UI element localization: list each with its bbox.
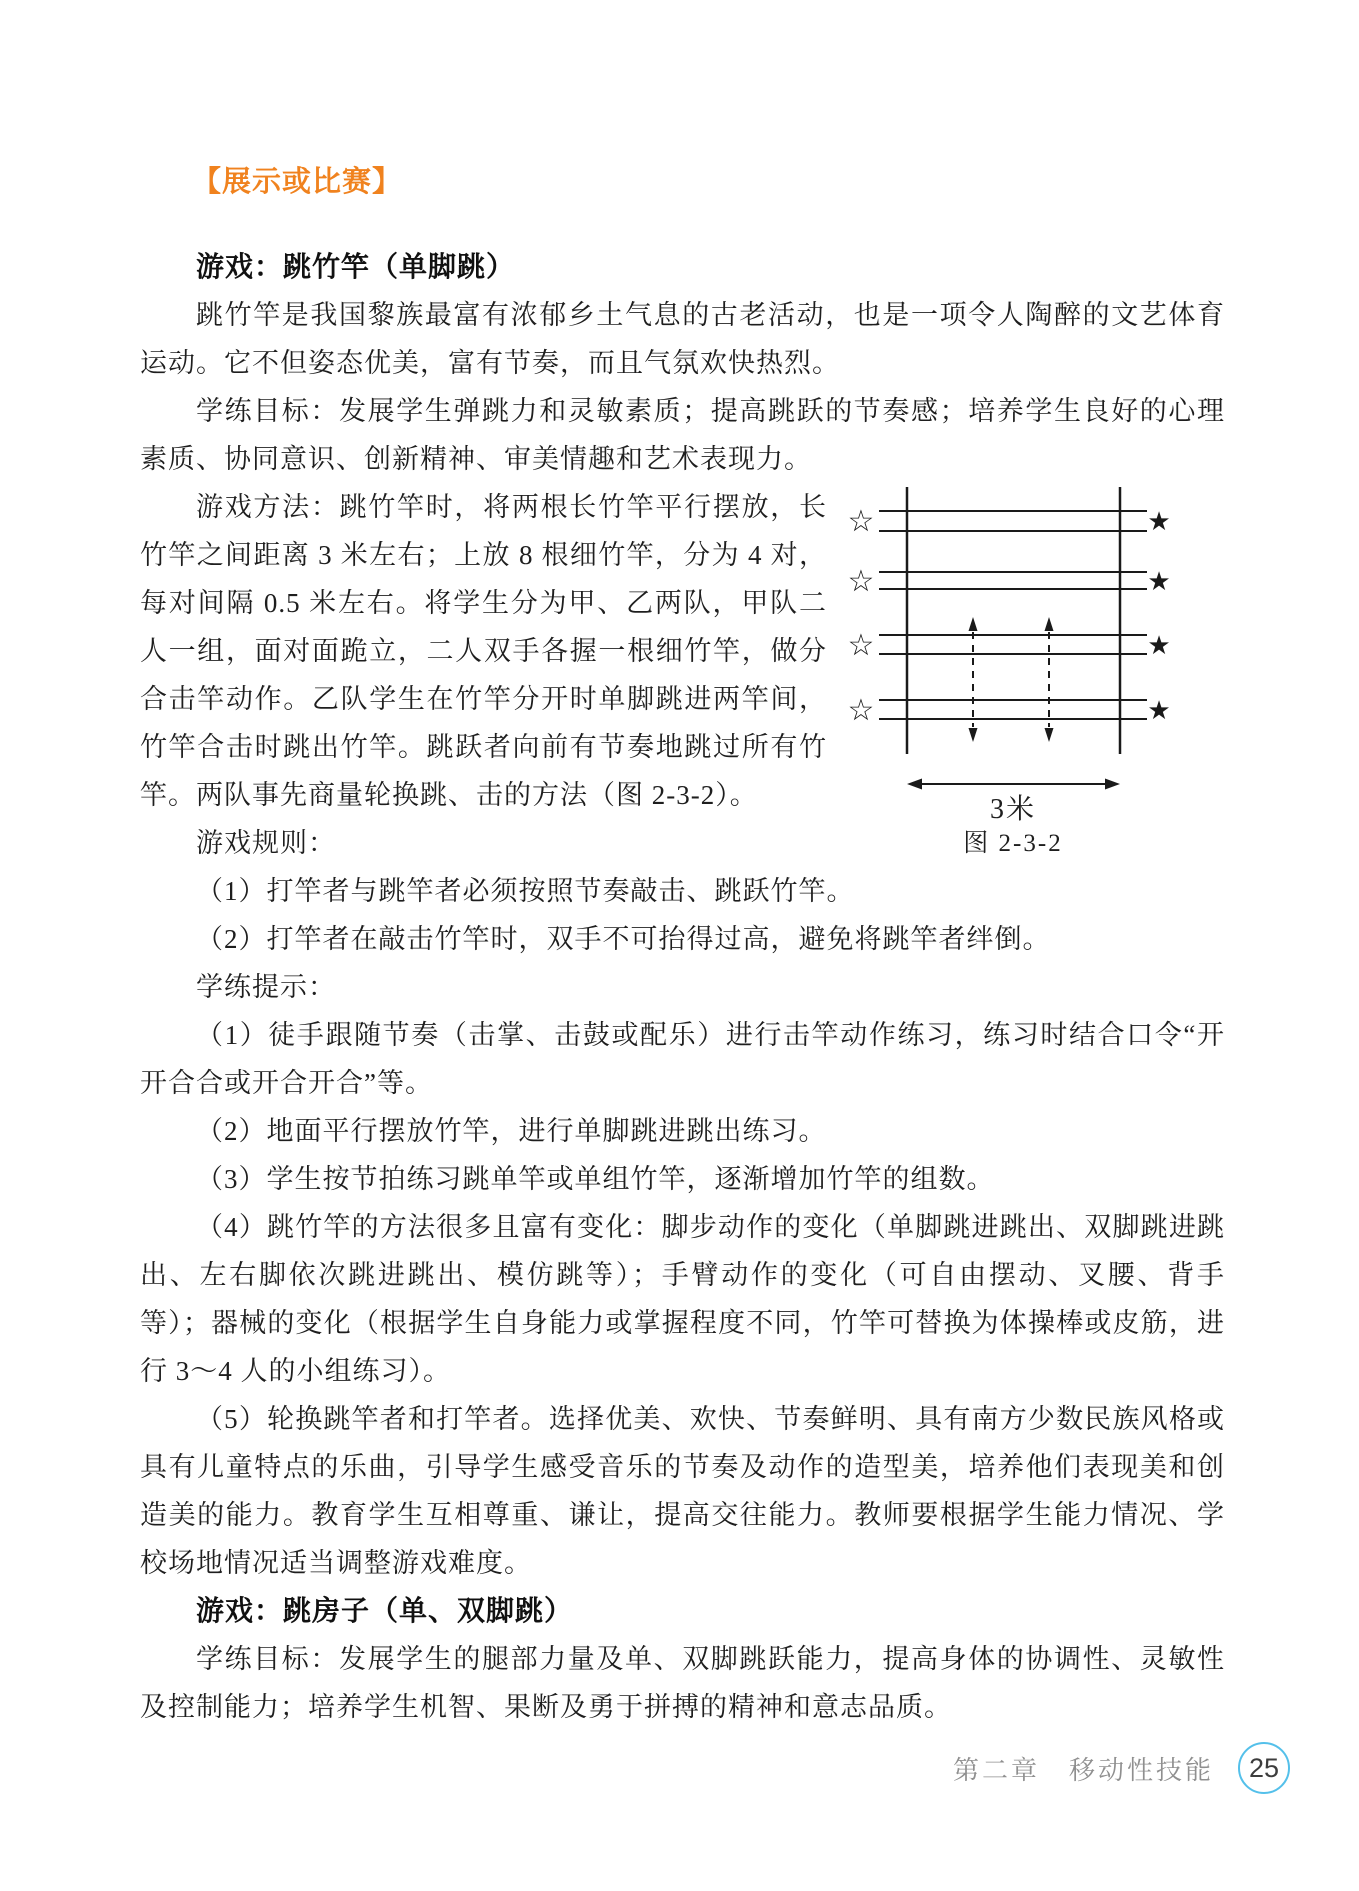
game1-method-paragraph: 游戏方法：跳竹竿时，将两根长竹竿平行摆放，长竹竿之间距离 3 米左右；上放 8 根细竹竿，分为 4 对，每对间隔 0.5 米左右。将学生分为甲、乙两队，甲队二人一组，面对面跪立，二人双手各握一根细竹竿，做分合击竿动作。乙队学生在竹竿分开时单脚跳进两竿间，竹竿合击时跳出竹竿。跳跃者向前有节奏地跳过所有竹竿。两队事先商量轮换跳、击的方法（图 2-3-2）。: [140, 492, 827, 810]
page-number-badge: 25: [1238, 1742, 1290, 1794]
distance-arrow: [907, 779, 1120, 790]
filled-star-icon: ★: [1147, 631, 1171, 661]
rule-item: （1）打竿者与跳竿者必须按照节奏敲击、跳跃竹竿。: [196, 876, 855, 906]
rules-heading: 游戏规则：: [196, 828, 336, 858]
game2-title: 游戏：跳房子（单、双脚跳）: [196, 1595, 574, 1626]
open-star-icon: ☆: [847, 504, 875, 539]
filled-star-icon: ★: [1147, 696, 1171, 726]
filled-star-icon: ★: [1147, 567, 1171, 597]
section-tag: 【展示或比赛】: [192, 166, 403, 198]
page-footer: [0, 1742, 1290, 1794]
open-star-icon: ☆: [847, 628, 875, 663]
game1-title: 游戏：跳竹竿（单脚跳）: [196, 251, 516, 282]
open-star-icon: ☆: [847, 693, 875, 728]
tip-item: （2）地面平行摆放竹竿，进行单脚跳进跳出练习。: [196, 1116, 827, 1146]
chapter-label: 第二章 移动性技能: [952, 1754, 1214, 1785]
figure-caption: 图 2-3-2: [963, 830, 1063, 855]
distance-label: 3米: [989, 794, 1037, 825]
figure-2-3-2: [837, 487, 1225, 855]
game2-goals-paragraph: 学练目标：发展学生的腿部力量及单、双脚跳跃能力，提高身体的协调性、灵敏性及控制能力；培养学生机智、果断及勇于拼搏的精神和意志品质。: [140, 1644, 1225, 1722]
game1-goals-paragraph: 学练目标：发展学生弹跳力和灵敏素质；提高跳跃的节奏感；培养学生良好的心理素质、协同意识、创新精神、审美情趣和艺术表现力。: [140, 396, 1225, 474]
rule-item: （2）打竿者在敲击竹竿时，双手不可抬得过高，避免将跳竿者绊倒。: [196, 924, 1051, 954]
tip-item: （5）轮换跳竿者和打竿者。选择优美、欢快、节奏鲜明、具有南方少数民族风格或具有儿童特点的乐曲，引导学生感受音乐的节奏及动作的造型美，培养他们表现美和创造美的能力。教育学生互相尊重、谦让，提高交往能力。教师要根据学生能力情况、学校场地情况适当调整游戏难度。: [140, 1404, 1225, 1578]
tip-item: （4）跳竹竿的方法很多且富有变化：脚步动作的变化（单脚跳进跳出、双脚跳进跳出、左右脚依次跳进跳出、模仿跳等）；手臂动作的变化（可自由摆动、叉腰、背手等）；器械的变化（根据学生自身能力或掌握程度不同，竹竿可替换为体操棒或皮筋，进行 3～4 人的小组练习）。: [140, 1212, 1225, 1386]
tips-heading: 学练提示：: [196, 972, 336, 1002]
filled-star-icon: ★: [1147, 507, 1171, 537]
tip-item: （3）学生按节拍练习跳单竿或单组竹竿，逐渐增加竹竿的组数。: [196, 1164, 995, 1194]
open-star-icon: ☆: [847, 564, 875, 599]
tip-item: （1）徒手跟随节奏（击掌、击鼓或配乐）进行击竿动作练习，练习时结合口令“开开合合或开合开合”等。: [140, 1020, 1225, 1098]
bamboo-pole-diagram: [837, 487, 1225, 855]
game1-intro-paragraph: 跳竹竿是我国黎族最富有浓郁乡土气息的古老活动，也是一项令人陶醉的文艺体育运动。它不但姿态优美，富有节奏，而且气氛欢快热烈。: [140, 300, 1225, 378]
